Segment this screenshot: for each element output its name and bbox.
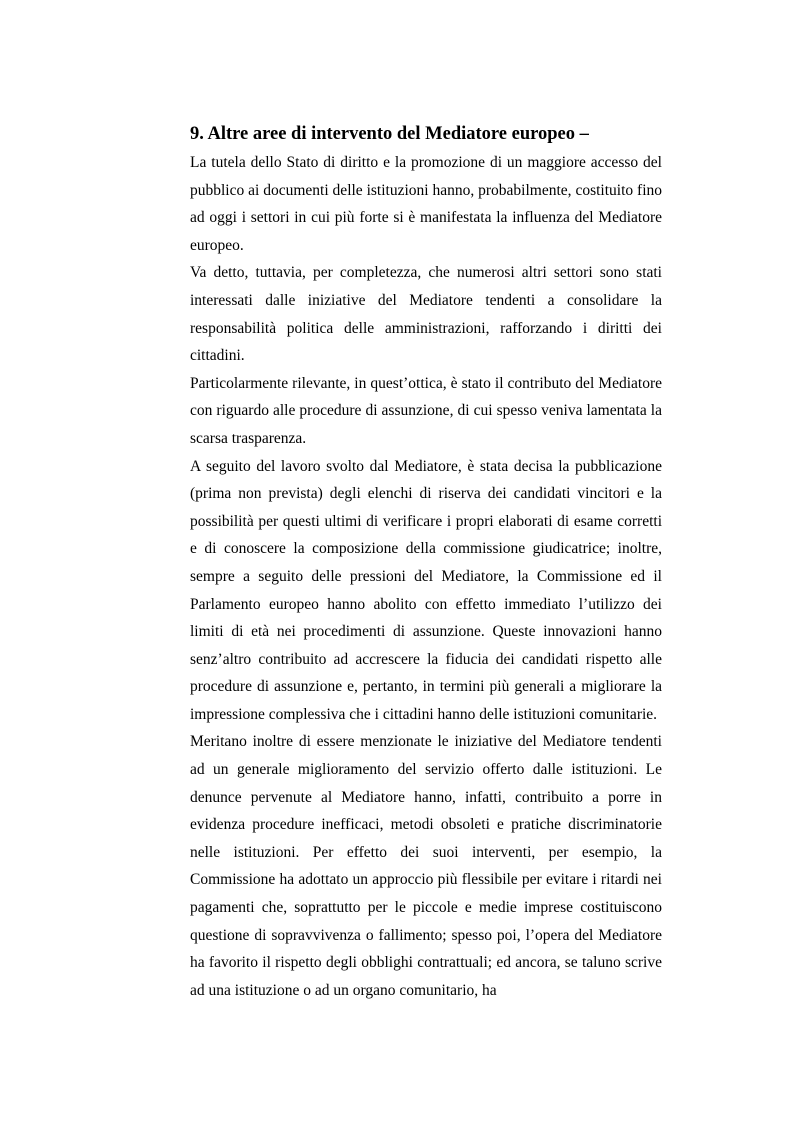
- document-body: [190, 122, 662, 1004]
- paragraph-1: La tutela dello Stato di diritto e la promozione di un maggiore accesso del pubblico ai documenti delle istituzioni hanno, probabilmente, costituito fino ad oggi i settori in cui più forte si è manifestata la influenza del Mediatore europeo.: [190, 154, 662, 254]
- paragraph-3: Particolarmente rilevante, in quest’ottica, è stato il contributo del Mediatore con riguardo alle procedure di assunzione, di cui spesso veniva lamentata la scarsa trasparenza.: [190, 374, 662, 447]
- section-heading: 9. Altre aree di intervento del Mediatore europeo –: [190, 124, 589, 144]
- paragraph-2: Va detto, tuttavia, per completezza, che numerosi altri settori sono stati interessati dalle iniziative del Mediatore tendenti a consolidare la responsabilità politica delle amministrazioni, rafforzando i diritti dei cittadini.: [190, 264, 662, 365]
- paragraph-5: Meritano inoltre di essere menzionate le iniziative del Mediatore tendenti ad un generale miglioramento del servizio offerto dalle istituzioni. Le denunce pervenute al Mediatore hanno, infatti, contribuito a porre in evidenza procedure inefficaci, metodi obsoleti e pratiche discriminatorie nelle istituzioni. Per effetto dei suoi interventi, per esempio, la Commissione ha adottato un approccio più flessibile per evitare i ritardi nei pagamenti che, soprattutto per le piccole e medie imprese costituiscono questione di sopravvivenza o fallimento; spesso poi, l’opera del Mediatore ha favorito il rispetto degli obblighi contrattuali; ed ancora, se taluno scrive ad una istituzione o ad un organo comunitario, ha: [190, 733, 662, 999]
- paragraph-4: A seguito del lavoro svolto dal Mediatore, è stata decisa la pubblicazione (prima non prevista) degli elenchi di riserva dei candidati vincitori e la possibilità per questi ultimi di verificare i propri elaborati di esame corretti e di conoscere la composizione della commissione giudicatrice; inoltre, sempre a seguito delle pressioni del Mediatore, la Commissione ed il Parlamento europeo hanno abolito con effetto immediato l’utilizzo dei limiti di età nei procedimenti di assunzione. Queste innovazioni hanno senz’altro contribuito ad accrescere la fiducia dei candidati rispetto alle procedure di assunzione e, pertanto, in termini più generali a migliorare la impressione complessiva che i cittadini hanno delle istituzioni comunitarie.: [190, 457, 662, 723]
